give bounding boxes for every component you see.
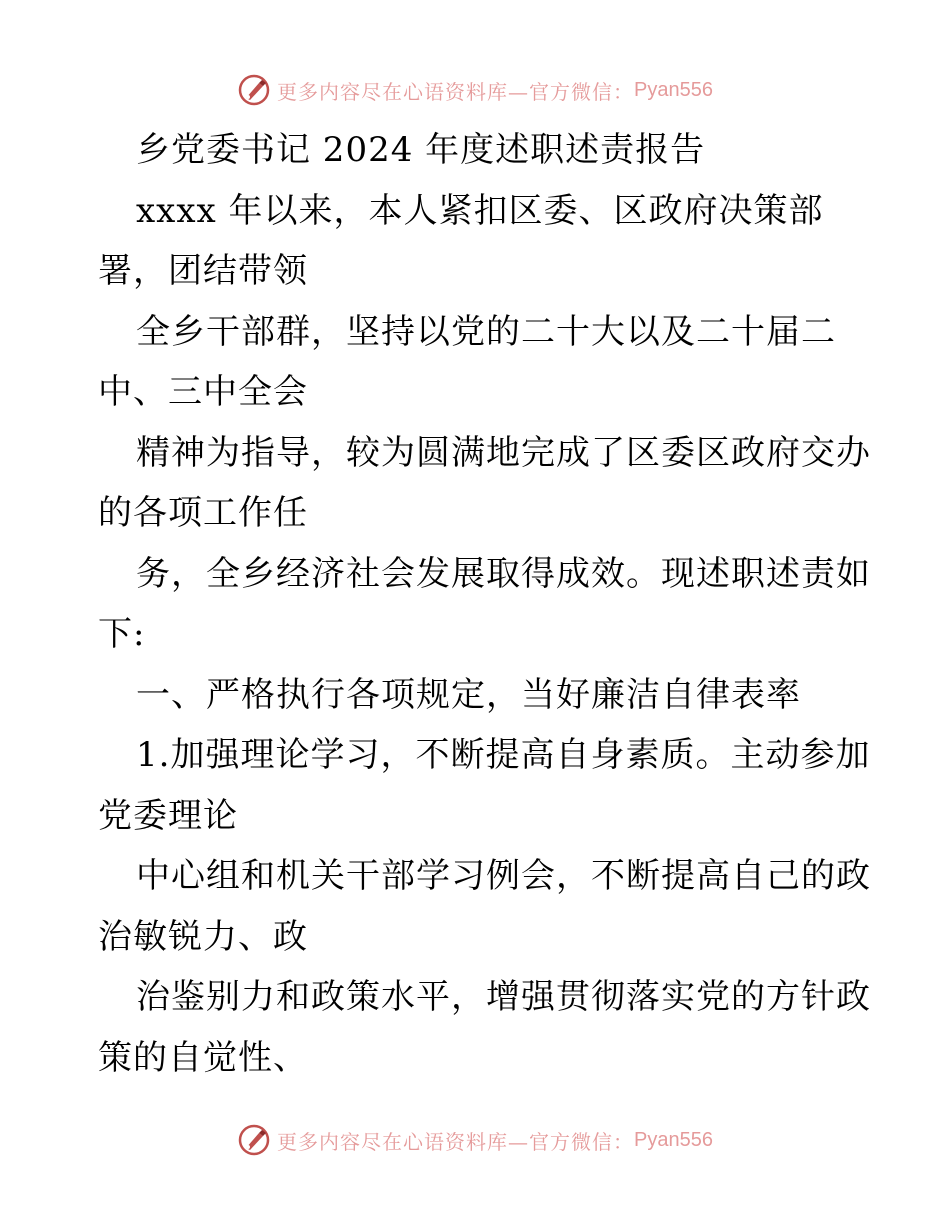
document-title: 乡党委书记 2024 年度述职述责报告 bbox=[136, 130, 706, 170]
watermark-text: 更多内容尽在心语资料库—官方微信： bbox=[277, 1129, 635, 1154]
paragraph-line: 署，团结带领 bbox=[98, 251, 308, 291]
watermark-text: 更多内容尽在心语资料库—官方微信： bbox=[277, 79, 635, 104]
watermark-wechat-id: Pyan556 bbox=[634, 78, 713, 101]
document-body bbox=[98, 120, 871, 1088]
watermark-inner bbox=[237, 73, 713, 107]
paragraph-line: 中、三中全会 bbox=[98, 372, 308, 412]
paragraph-line: 治鉴别力和政策水平，增强贯彻落实党的方针政 bbox=[136, 977, 871, 1017]
watermark-banner-bottom bbox=[0, 1120, 950, 1160]
watermark-banner-top bbox=[0, 70, 950, 110]
watermark-wechat-id: Pyan556 bbox=[634, 1128, 713, 1151]
watermark-inner bbox=[237, 1123, 713, 1157]
paragraph-line: 下: bbox=[98, 614, 146, 654]
pen-logo-icon bbox=[237, 1123, 271, 1157]
section-heading: 一、严格执行各项规定，当好廉洁自律表率 bbox=[136, 674, 801, 715]
paragraph-line: 务，全乡经济社会发展取得成效。现述职述责如 bbox=[136, 553, 871, 594]
paragraph-line: 精神为指导，较为圆满地完成了区委区政府交办 bbox=[136, 432, 871, 473]
paragraph-line: 全乡干部群，坚持以党的二十大以及二十届二 bbox=[136, 311, 836, 352]
paragraph-line: 1.加强理论学习，不断提高自身素质。主动参加 bbox=[136, 735, 871, 775]
paragraph-line: 党委理论 bbox=[98, 795, 238, 836]
paragraph-line: xxxx 年以来，本人紧扣区委、区政府决策部 bbox=[136, 190, 824, 231]
paragraph-line: 策的自觉性、 bbox=[98, 1037, 308, 1078]
paragraph-line: 的各项工作任 bbox=[98, 493, 308, 533]
paragraph-line: 治敏锐力、政 bbox=[98, 916, 308, 957]
pen-logo-icon bbox=[237, 73, 271, 107]
paragraph-line: 中心组和机关干部学习例会，不断提高自己的政 bbox=[136, 856, 871, 896]
